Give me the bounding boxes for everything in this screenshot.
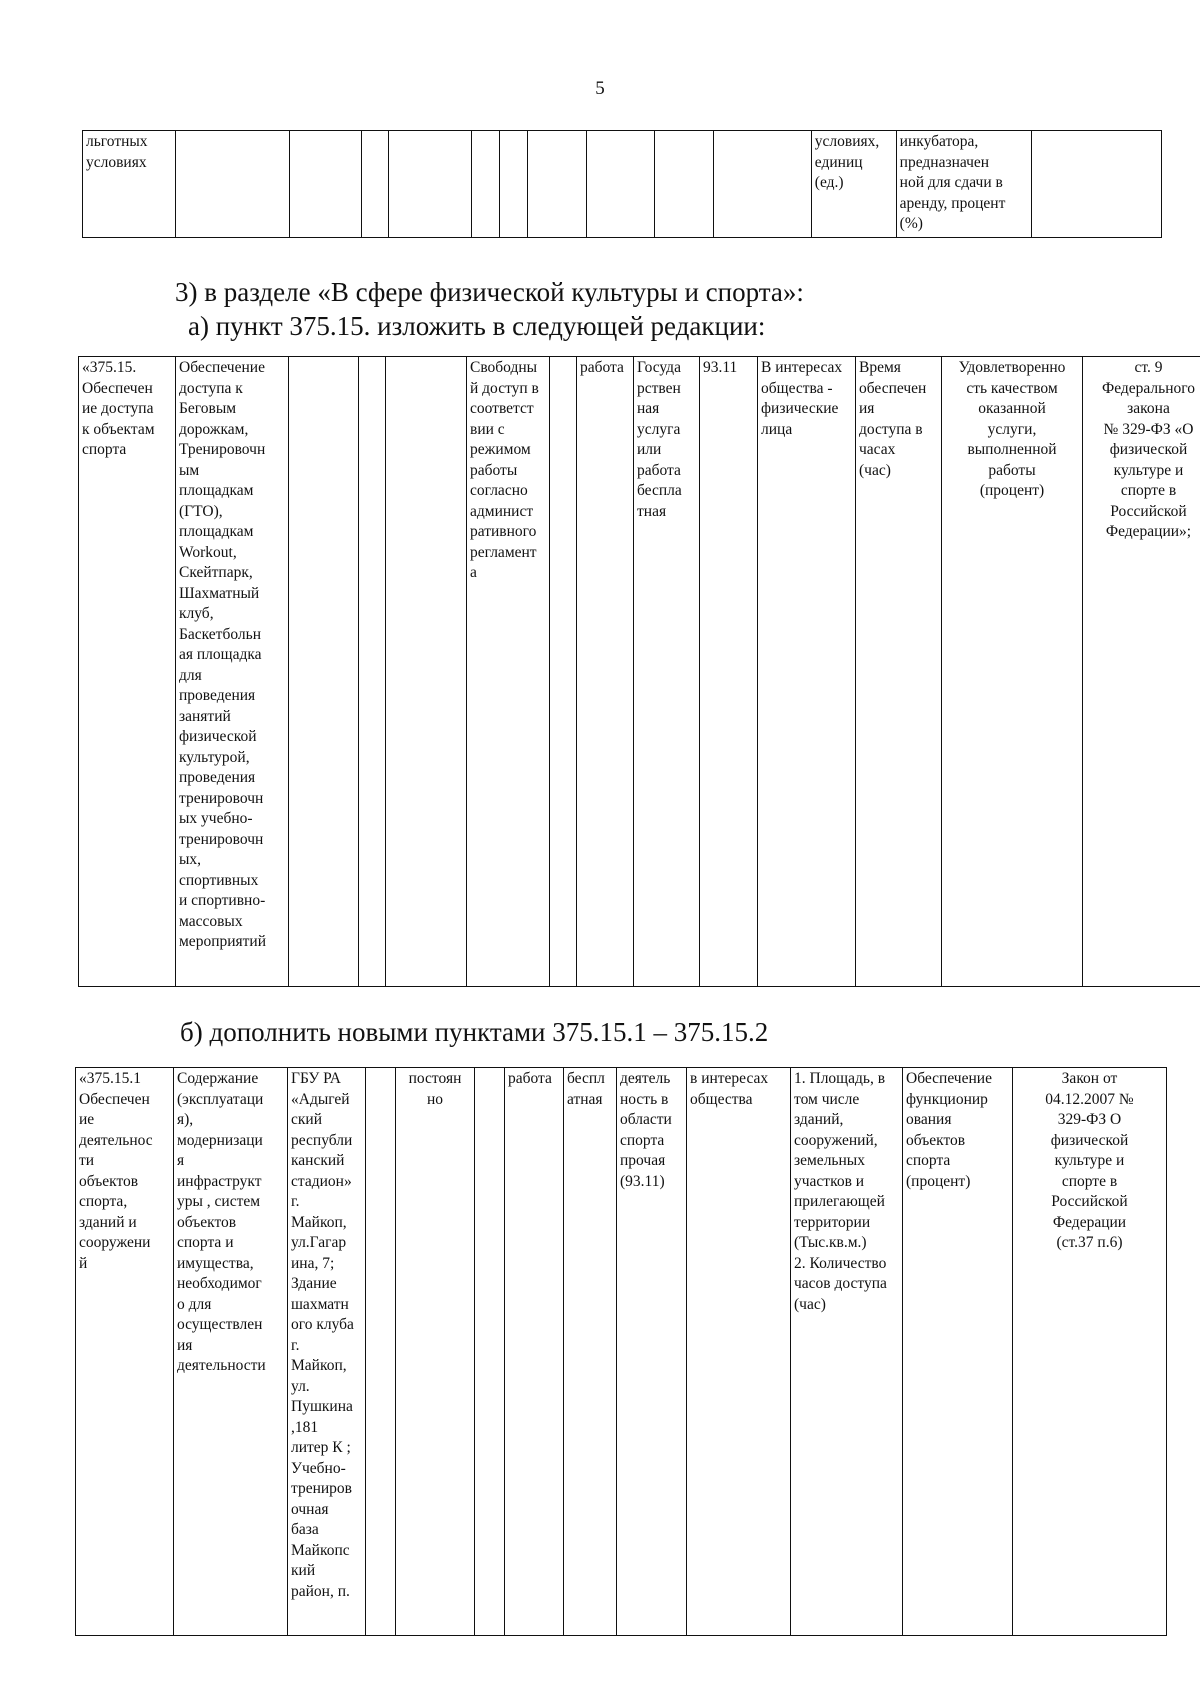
table-cell: ст. 9 Федерального закона № 329-ФЗ «О физической культуре и спорте в Российской Федерации»; [1083, 357, 1200, 987]
table-row [76, 1068, 1167, 1636]
continuation-table [82, 130, 1162, 238]
table-cell [499, 131, 527, 238]
table-cell: работа [577, 357, 634, 987]
table-cell [388, 131, 472, 238]
table-cell [176, 131, 290, 238]
table-cell: деятель ность в области спорта прочая (93.11) [617, 1068, 687, 1636]
table-cell [362, 131, 389, 238]
table-cell: условиях, единиц (ед.) [811, 131, 896, 238]
table-cell [366, 1068, 396, 1636]
table-cell [386, 357, 467, 987]
table-cell [1032, 131, 1162, 238]
table-cell: Время обеспечен ия доступа в часах (час) [856, 357, 942, 987]
table-cell: постоян но [396, 1068, 475, 1636]
section-3a-heading: а) пункт 375.15. изложить в следующей редакции: [188, 311, 766, 341]
table-cell [472, 131, 500, 238]
table-cell [475, 1068, 505, 1636]
table-cell: Обеспечение функционир ования объектов спорта (процент) [903, 1068, 1013, 1636]
table-cell: «375.15.1 Обеспечен ие деятельнос ти объектов спорта, зданий и сооружени й [76, 1068, 174, 1636]
table-375-15 [78, 356, 1200, 987]
table-cell [527, 131, 586, 238]
table-cell: льготных условиях [83, 131, 176, 238]
table-cell: Госуда рствен ная услуга или работа беспла тная [634, 357, 700, 987]
table-cell [289, 357, 359, 987]
table-cell: Удовлетворенно сть качеством оказанной услуги, выполненной работы (процент) [942, 357, 1083, 987]
table-cell: Содержание (эксплуатаци я), модернизаци я инфраструкт уры , систем объектов спорта и имущества, необходимог о для осуществлен ия деятельности [174, 1068, 288, 1636]
table-cell: В интересах общества - физические лица [758, 357, 856, 987]
table-cell: Обеспечение доступа к Беговым дорожкам, Тренировочн ым площадкам (ГТО), площадкам Workout, Скейтпарк, Шахматный клуб, Баскетбольн ая площадка для проведения занятий физической культурой, проведения тренировочн ых учебно- тренировочн ых, спортивных и спортивно- массовых мероприятий [176, 357, 289, 987]
table-cell [654, 131, 713, 238]
table-cell [289, 131, 361, 238]
table-cell: в интересах общества [687, 1068, 791, 1636]
page-number: 5 [595, 78, 605, 99]
table-row [83, 131, 1162, 238]
table-cell: «375.15. Обеспечен ие доступа к объектам спорта [79, 357, 176, 987]
table-cell: ГБУ РА «Адыгей ский республи канский стадион» г. Майкоп, ул.Гагар ина, 7; Здание шахматн ого клуба г. Майкоп, ул. Пушкина ,181 литер К ; Учебно- трениров очная база Майкопс кий район, п. [288, 1068, 366, 1636]
table-cell [714, 131, 812, 238]
table-cell: беспл атная [564, 1068, 617, 1636]
table-cell: работа [505, 1068, 564, 1636]
table-cell [586, 131, 654, 238]
table-cell [359, 357, 386, 987]
section-3-heading: 3) в разделе «В сфере физической культуры и спорта»: [175, 277, 804, 307]
table-cell: 1. Площадь, в том числе зданий, сооружений, земельных участков и прилегающей территории (Тыс.кв.м.) 2. Количество часов доступа (час) [791, 1068, 903, 1636]
section-b-heading: б) дополнить новыми пунктами 375.15.1 – 375.15.2 [180, 1017, 769, 1047]
table-row [79, 357, 1200, 987]
table-cell [550, 357, 577, 987]
table-cell: 93.11 [700, 357, 758, 987]
table-cell: инкубатора, предназначен ной для сдачи в аренду, процент (%) [896, 131, 1032, 238]
table-375-15-1 [75, 1067, 1167, 1636]
table-cell: Закон от 04.12.2007 № 329-ФЗ О физической культуре и спорте в Российской Федерации (ст.37 п.6) [1013, 1068, 1167, 1636]
table-cell: Свободны й доступ в соответст вии с режимом работы согласно админист ративного регламент а [467, 357, 550, 987]
